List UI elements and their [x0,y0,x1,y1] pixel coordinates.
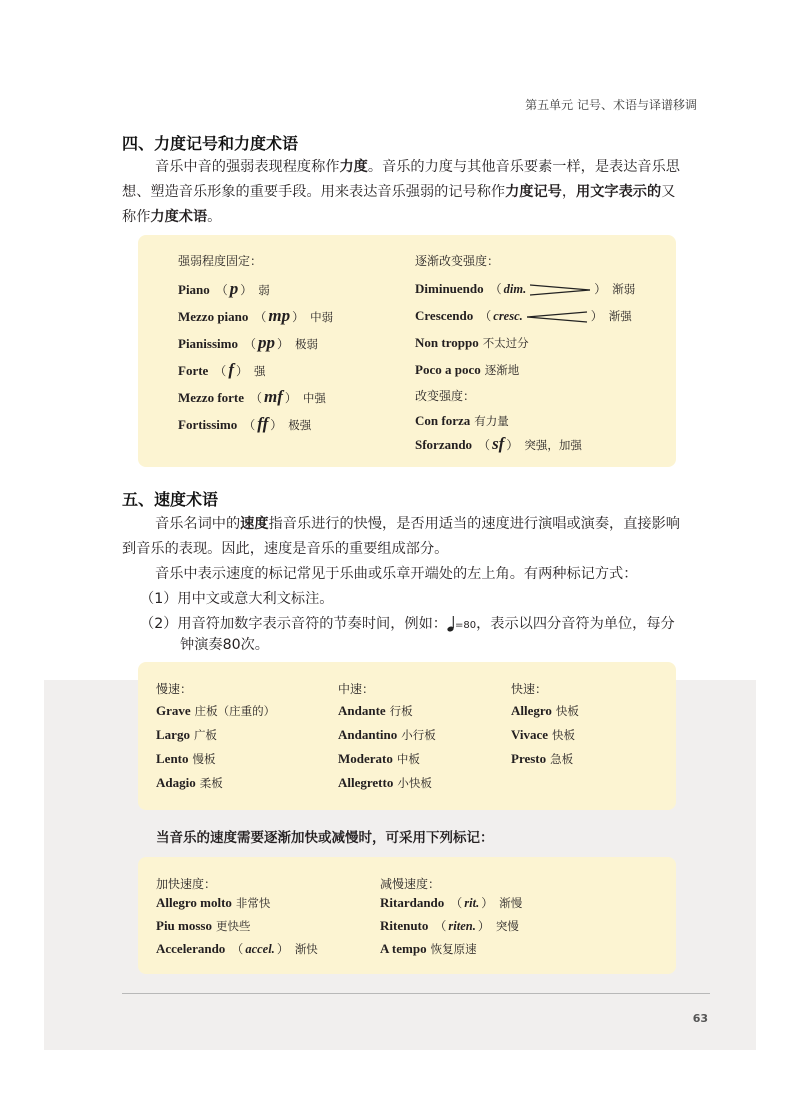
term-english: Moderato [338,751,393,766]
page-number: 63 [692,1012,708,1025]
term-chinese: 恢复原速 [430,942,477,956]
crescendo-hairpin-icon [527,310,589,324]
section-4-heading: 四、力度记号和力度术语 [122,134,299,153]
list-item [156,914,318,937]
term-chinese: 柔板 [199,776,223,790]
quarter-note-icon [447,615,455,633]
sforzando-row: Sforzando （ sf ） 突强，加强 [415,434,582,453]
term-chinese: 小行板 [401,728,436,742]
list-item: Pianissimo （ pp ） 极弱 [178,333,318,352]
term-english: Allegro molto [156,895,232,910]
dynamic-symbol: pp [257,333,275,352]
list-item: Ritardando （ rit. ） 渐慢 [380,895,523,910]
tempo-slow-column [156,675,275,795]
term-chinese: 突慢 [495,919,519,933]
dim-row: Diminuendo （ dim. ） 渐弱 [415,281,636,296]
cresc-row: Crescendo （ cresc. ） 渐强 [415,308,632,323]
dynamic-symbol: ff [257,414,269,433]
list-item [156,699,275,723]
fixed-header: 强弱程度固定： [178,254,263,268]
term-chinese: 非常快 [235,896,271,910]
term-english: Allegretto [338,775,394,790]
diminuendo-hairpin-icon [530,283,592,297]
list-item: Piano （ p ） 弱 [178,279,270,298]
list-item [511,747,579,771]
term-chinese: 小快板 [397,776,432,790]
term-chinese: 中板 [396,752,420,766]
term-english: Piu mosso [156,918,212,933]
term-chinese: 行板 [389,704,413,718]
term-chinese: 极强 [288,418,312,432]
section-5-paragraph-line2: 到音乐的表现。因此，速度是音乐的重要组成部分。 [122,541,449,557]
list-item [156,891,318,914]
term-chinese: 更快些 [215,919,251,933]
term-english: Mezzo forte [178,390,245,405]
term-chinese: 快板 [555,704,579,718]
term-abbreviation: rit. [464,896,480,910]
tempo-mid-column [338,675,436,795]
rit-header: 减慢速度： [380,877,441,891]
method-2-line2: 钟演奏80次。 [180,637,269,653]
term-english: Ritardando [380,895,445,910]
mid-header: 中速： [338,682,375,696]
term-chinese: 极弱 [294,337,318,351]
running-header: 第五单元 记号、术语与译谱移调 [525,98,697,112]
term-chinese: 中弱 [310,310,334,324]
list-item [338,747,436,771]
list-item: Forte （ f ） 强 [178,360,266,379]
term-english: Presto [511,751,547,766]
dynamic-symbol: mf [264,387,283,406]
list-item [511,723,579,747]
section-5-paragraph: 音乐名词中的速度指音乐进行的快慢，是否用适当的速度进行演唱或演奏，直接影响 [155,516,680,532]
term-chinese: 急板 [550,752,574,766]
footer-divider [122,993,710,994]
list-item: Accelerando （ accel. ） 渐快 [156,941,318,956]
term-english: Vivace [511,727,549,742]
term-english: A tempo [380,941,427,956]
term-chinese: 庄板（庄重的） [194,704,276,718]
term-english: Pianissimo [178,336,238,351]
list-item: Fortissimo （ ff ） 极强 [178,414,312,433]
term-abbreviation: accel. [245,942,275,956]
non-troppo-row: Non troppo 不太过分 [415,335,529,350]
term-chinese: 弱 [258,283,270,297]
term-english: Ritenuto [380,918,429,933]
term-chinese: 快板 [552,728,576,742]
term-english: Fortissimo [178,417,238,432]
term-english: Largo [156,727,190,742]
term-english: Piano [178,282,210,297]
term-chinese: 强 [253,364,266,378]
term-english: Adagio [156,775,196,790]
dynamic-symbol: f [228,360,234,379]
term-english: Grave [156,703,191,718]
list-item: Ritenuto （ riten. ） 突慢 [380,918,519,933]
term-chinese: 慢板 [192,752,216,766]
term-abbreviation: riten. [448,919,476,933]
term-english: Lento [156,751,189,766]
section-4-paragraph-line3: 称作力度术语。 [122,209,222,225]
term-chinese: 中强 [302,391,326,405]
poco-a-poco-row: Poco a poco 逐渐地 [415,362,520,377]
term-chinese: 渐慢 [499,896,523,910]
dynamics-box [138,235,676,467]
section-5-paragraph-line3: 音乐中表示速度的标记常见于乐曲或乐章开端处的左上角。有两种标记方式： [155,566,638,582]
dynamic-symbol: p [229,279,239,298]
section-4-paragraph-line2: 想、塑造音乐形象的重要手段。用来表达音乐强弱的记号称作力度记号，用文字表示的又 [122,184,676,200]
term-english: Mezzo piano [178,309,249,324]
method-2: （2）用音符加数字表示音符的节奏时间，例如： =80，表示以四分音符为单位，每分 [140,616,675,632]
fast-header: 快速： [511,682,548,696]
slow-header: 慢速： [156,682,193,696]
con-forza-row: Con forza 有力量 [415,413,509,428]
section-5-heading: 五、速度术语 [122,490,219,509]
tempo-fast-column [511,675,579,771]
gradual-tempo-box [138,857,676,974]
change-header: 改变强度： [415,389,476,403]
list-item [156,771,275,795]
accel-header: 加快速度： [156,877,217,891]
dynamic-symbol: mp [268,306,291,325]
term-english: Andante [338,703,386,718]
list-item [511,699,579,723]
list-item [338,699,436,723]
term-english: Allegro [511,703,552,718]
list-item: Mezzo forte （ mf ） 中强 [178,387,326,406]
list-item [156,747,275,771]
method-1: （1）用中文或意大利文标注。 [140,591,334,607]
term-english: Andantino [338,727,398,742]
gradual-tempo-heading: 当音乐的速度需要逐渐加快或减慢时，可采用下列标记： [156,830,494,846]
tempo-box [138,662,676,810]
dynamics-gradual-column [415,248,635,457]
term-english: Accelerando [156,941,226,956]
term-chinese: 广板 [193,728,217,742]
list-item: Mezzo piano （ mp ） 中弱 [178,306,334,325]
list-item [380,937,522,960]
accel-column [156,871,318,960]
list-item [338,771,436,795]
dynamics-fixed-column [178,248,333,437]
term-english: Forte [178,363,209,378]
rit-column [380,871,522,960]
gradual-header: 逐渐改变强度： [415,254,500,268]
term-chinese: 渐快 [294,942,318,956]
list-item [338,723,436,747]
list-item [156,723,275,747]
section-4-paragraph: 音乐中音的强弱表现程度称作力度。音乐的力度与其他音乐要素一样，是表达音乐思 [155,159,680,175]
